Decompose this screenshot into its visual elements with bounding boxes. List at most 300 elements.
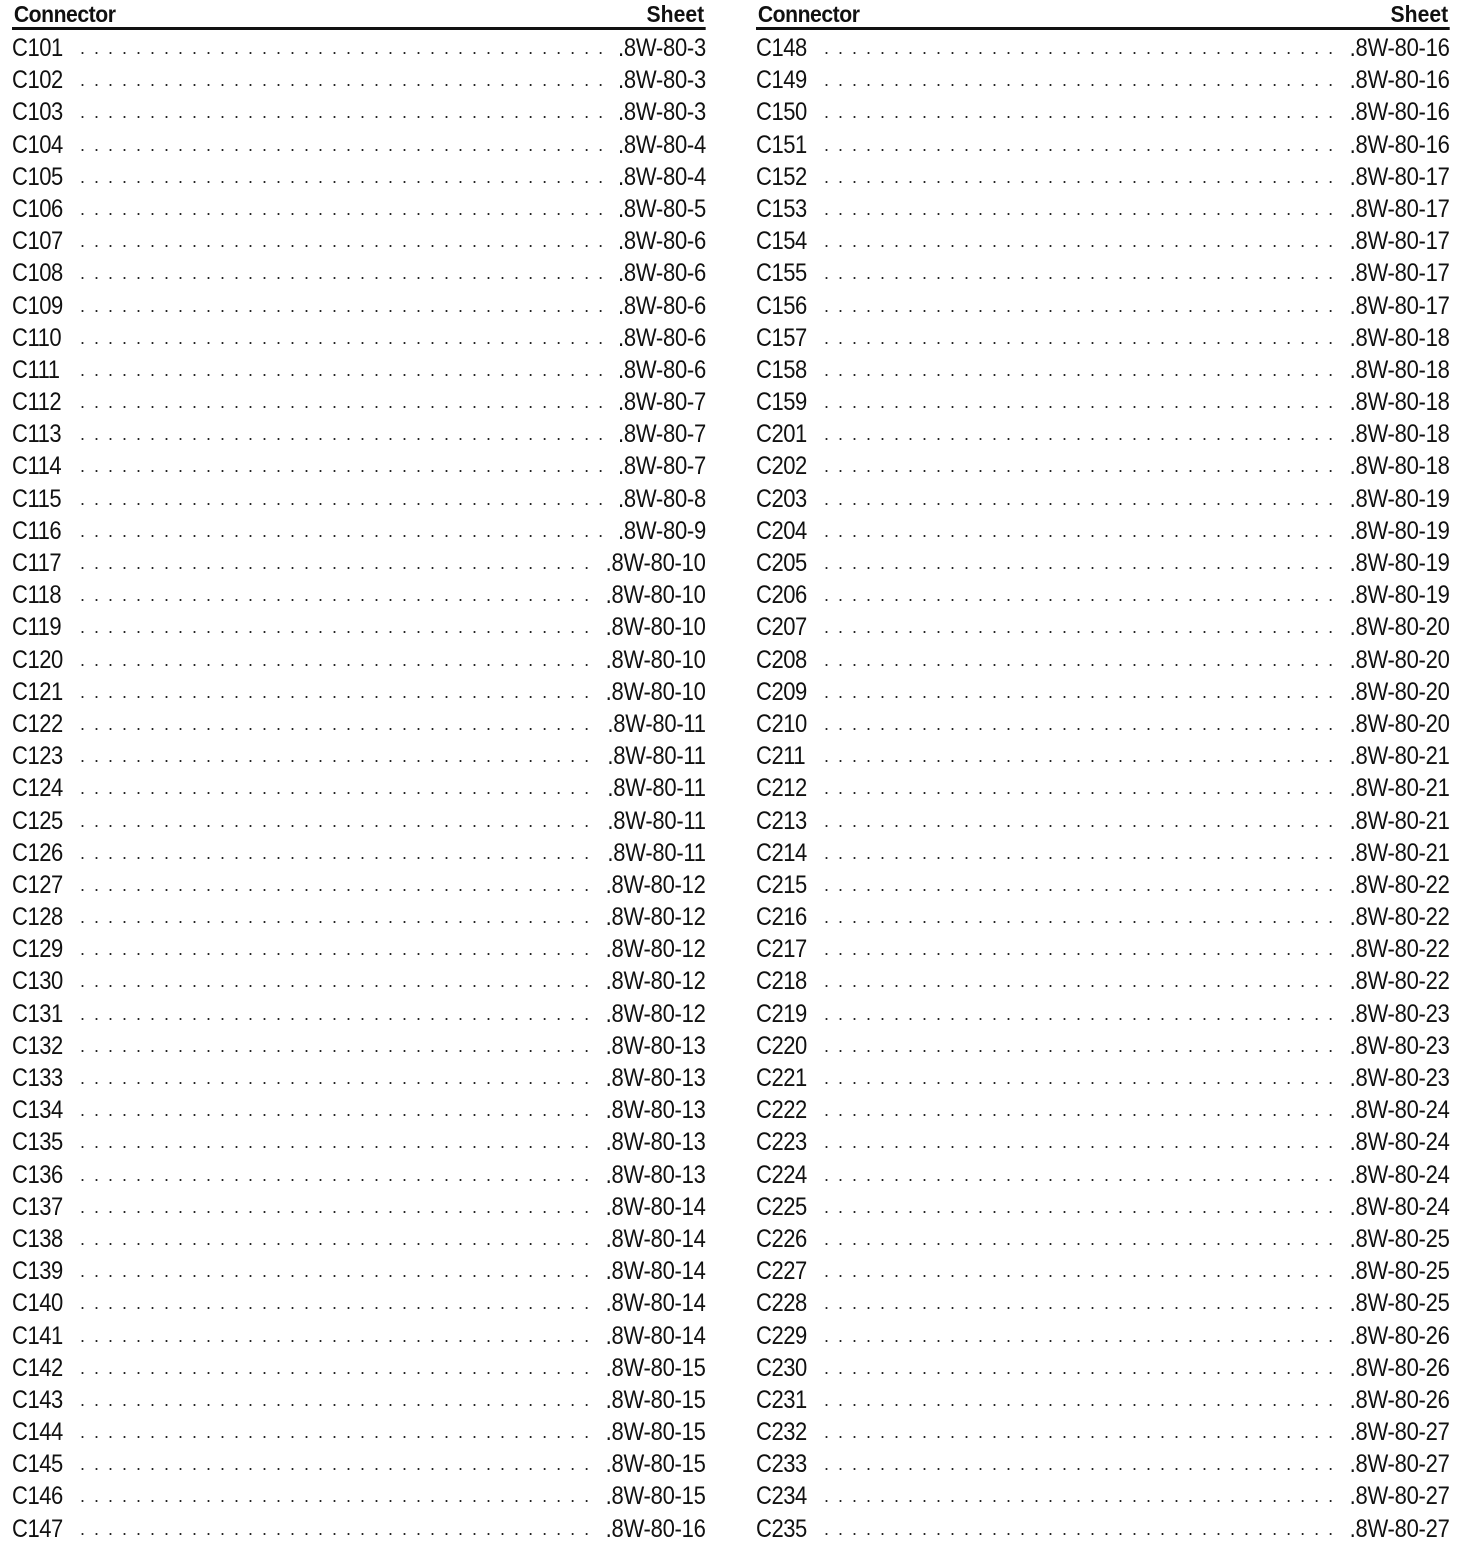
dot-leader	[80, 965, 590, 997]
dot-leader	[824, 1448, 1334, 1480]
dot-leader	[80, 901, 590, 933]
connector-row	[12, 1320, 706, 1352]
connector-id: C205	[756, 549, 807, 577]
connector-id: C130	[12, 967, 63, 996]
connector-id: C108	[12, 259, 63, 288]
dot-leader	[824, 1126, 1334, 1158]
sheet-reference: .8W-80-19	[1350, 549, 1450, 577]
connector-row	[12, 257, 706, 289]
sheet-reference: .8W-80-18	[1350, 420, 1450, 449]
dot-leader	[80, 1416, 590, 1448]
dot-leader	[824, 418, 1334, 450]
connector-id: C211	[756, 742, 806, 771]
connector-row	[12, 386, 706, 418]
dot-leader	[80, 1480, 590, 1512]
sheet-reference: .8W-80-6	[618, 227, 706, 256]
connector-id: C147	[12, 1514, 63, 1543]
dot-leader	[824, 708, 1334, 740]
connector-row	[12, 998, 706, 1030]
sheet-reference: .8W-80-18	[1350, 388, 1450, 417]
dot-leader	[824, 998, 1334, 1030]
sheet-reference: .8W-80-13	[606, 1160, 706, 1189]
connector-row	[756, 837, 1450, 869]
connector-row	[756, 1223, 1450, 1255]
dot-leader	[824, 1159, 1334, 1191]
connector-row	[12, 1416, 706, 1448]
sheet-reference: .8W-80-13	[606, 1064, 706, 1092]
dot-leader	[824, 547, 1334, 579]
connector-id: C154	[756, 227, 807, 256]
connector-id: C122	[12, 709, 63, 738]
connector-row	[12, 225, 706, 257]
connector-row	[12, 515, 706, 547]
dot-leader	[80, 676, 590, 708]
connector-id: C114	[12, 452, 62, 481]
connector-id: C146	[12, 1482, 63, 1511]
dot-leader	[80, 1126, 590, 1158]
connector-id: C142	[12, 1353, 63, 1382]
connector-id: C221	[756, 1064, 807, 1092]
dot-leader	[824, 64, 1334, 96]
dot-leader	[80, 129, 604, 161]
sheet-reference: .8W-80-15	[606, 1418, 706, 1447]
connector-row	[756, 225, 1450, 257]
connector-row	[12, 611, 706, 643]
dot-leader	[824, 1030, 1334, 1062]
connector-id: C125	[12, 806, 63, 835]
connector-id: C208	[756, 645, 807, 674]
dot-leader	[80, 354, 604, 386]
connector-row	[756, 1255, 1450, 1287]
connector-id: C235	[756, 1514, 807, 1543]
sheet-reference: .8W-80-16	[1350, 130, 1450, 159]
connector-id: C113	[12, 420, 62, 449]
connector-id: C138	[12, 1224, 63, 1253]
sheet-reference: .8W-80-19	[1350, 581, 1450, 610]
connector-row	[756, 1513, 1450, 1545]
sheet-reference: .8W-80-17	[1350, 291, 1450, 320]
connector-row	[756, 901, 1450, 933]
connector-id: C220	[756, 1031, 807, 1060]
connector-row	[12, 837, 706, 869]
dot-leader	[80, 837, 592, 869]
connector-id: C233	[756, 1450, 807, 1479]
connector-list	[12, 32, 706, 1545]
connector-row	[756, 354, 1450, 386]
connector-id: C149	[756, 66, 807, 95]
connector-id: C101	[12, 34, 63, 62]
connector-id: C102	[12, 66, 63, 95]
connector-row	[756, 1191, 1450, 1223]
dot-leader	[824, 515, 1334, 547]
dot-leader	[824, 1191, 1334, 1223]
connector-row	[12, 1126, 706, 1158]
connector-id: C116	[12, 516, 62, 545]
dot-leader	[824, 676, 1334, 708]
connector-id: C216	[756, 903, 807, 932]
connector-row	[12, 1384, 706, 1416]
sheet-reference: .8W-80-8	[618, 484, 706, 513]
sheet-reference: .8W-80-26	[1350, 1321, 1450, 1350]
connector-row	[756, 1448, 1450, 1480]
connector-id: C109	[12, 291, 63, 320]
dot-leader	[80, 998, 590, 1030]
connector-id: C202	[756, 452, 807, 481]
connector-row	[756, 1030, 1450, 1062]
dot-leader	[824, 257, 1334, 289]
sheet-reference: .8W-80-6	[618, 355, 706, 384]
connector-row	[12, 805, 706, 837]
dot-leader	[80, 96, 604, 128]
connector-id: C213	[756, 806, 807, 835]
connector-row	[756, 257, 1450, 289]
connector-row	[756, 161, 1450, 193]
sheet-reference: .8W-80-9	[618, 516, 706, 545]
dot-leader	[80, 740, 592, 772]
connector-id: C112	[12, 388, 62, 417]
sheet-reference: .8W-80-20	[1350, 645, 1450, 674]
dot-leader	[824, 32, 1334, 64]
dot-leader	[80, 386, 604, 418]
connector-row	[12, 1159, 706, 1191]
sheet-reference: .8W-80-23	[1350, 1031, 1450, 1060]
sheet-reference: .8W-80-10	[606, 581, 706, 610]
dot-leader	[824, 1480, 1334, 1512]
column-header	[756, 1, 1450, 30]
connector-row	[756, 805, 1450, 837]
connector-row	[756, 676, 1450, 708]
connector-id: C110	[12, 323, 62, 352]
connector-id: C121	[12, 677, 63, 706]
sheet-reference: .8W-80-13	[606, 1031, 706, 1060]
sheet-reference: .8W-80-21	[1350, 838, 1450, 867]
connector-row	[12, 1352, 706, 1384]
connector-row	[756, 1320, 1450, 1352]
dot-leader	[80, 225, 604, 257]
connector-row	[12, 418, 706, 450]
connector-id: C231	[756, 1385, 807, 1414]
connector-row	[756, 1480, 1450, 1512]
dot-leader	[824, 1416, 1334, 1448]
sheet-reference: .8W-80-12	[606, 870, 706, 899]
dot-leader	[824, 579, 1334, 611]
dot-leader	[824, 1255, 1334, 1287]
sheet-reference: .8W-80-10	[606, 549, 706, 577]
dot-leader	[824, 1320, 1334, 1352]
sheet-reference: .8W-80-11	[607, 838, 706, 867]
connector-row	[12, 1255, 706, 1287]
connector-id: C226	[756, 1224, 807, 1253]
connector-id: C131	[12, 999, 63, 1028]
connector-row	[12, 1513, 706, 1545]
sheet-reference: .8W-80-18	[1350, 323, 1450, 352]
connector-id: C137	[12, 1192, 63, 1221]
dot-leader	[80, 418, 604, 450]
sheet-reference: .8W-80-6	[618, 291, 706, 320]
connector-row	[756, 1416, 1450, 1448]
connector-id: C144	[12, 1418, 63, 1447]
dot-leader	[80, 1030, 590, 1062]
connector-row	[756, 1126, 1450, 1158]
connector-row	[756, 869, 1450, 901]
connector-row	[756, 740, 1450, 772]
connector-row	[12, 450, 706, 482]
dot-leader	[80, 1223, 590, 1255]
connector-row	[12, 644, 706, 676]
sheet-reference: .8W-80-19	[1350, 516, 1450, 545]
sheet-reference: .8W-80-14	[606, 1289, 706, 1318]
dot-leader	[824, 450, 1334, 482]
dot-leader	[80, 1191, 590, 1223]
connector-id: C223	[756, 1128, 807, 1157]
sheet-reference: .8W-80-24	[1350, 1192, 1450, 1221]
connector-id: C111	[12, 355, 60, 384]
connector-row	[756, 32, 1450, 64]
sheet-reference: .8W-80-10	[606, 677, 706, 706]
dot-leader	[80, 32, 604, 64]
connector-id: C203	[756, 484, 807, 513]
connector-id: C126	[12, 838, 63, 867]
connector-index-left-column	[12, 1, 706, 1545]
connector-id: C206	[756, 581, 807, 610]
sheet-reference: .8W-80-25	[1350, 1257, 1450, 1286]
connector-row	[756, 64, 1450, 96]
connector-row	[756, 129, 1450, 161]
connector-row	[12, 676, 706, 708]
connector-id: C157	[756, 323, 807, 352]
dot-leader	[80, 869, 590, 901]
connector-row	[12, 161, 706, 193]
dot-leader	[824, 611, 1334, 643]
dot-leader	[80, 933, 590, 965]
connector-row	[756, 965, 1450, 997]
sheet-reference: .8W-80-13	[606, 1096, 706, 1125]
dot-leader	[824, 96, 1334, 128]
connector-id: C141	[12, 1321, 63, 1350]
connector-row	[12, 901, 706, 933]
connector-id: C158	[756, 355, 807, 384]
dot-leader	[80, 483, 604, 515]
dot-leader	[80, 805, 592, 837]
connector-row	[12, 129, 706, 161]
sheet-reference: .8W-80-17	[1350, 259, 1450, 288]
connector-id: C222	[756, 1096, 807, 1125]
connector-id: C143	[12, 1385, 63, 1414]
connector-id: C148	[756, 34, 807, 62]
sheet-reference: .8W-80-18	[1350, 452, 1450, 481]
sheet-reference: .8W-80-15	[606, 1353, 706, 1382]
dot-leader	[80, 611, 590, 643]
connector-id: C132	[12, 1031, 63, 1060]
dot-leader	[824, 1513, 1334, 1545]
sheet-reference: .8W-80-14	[606, 1224, 706, 1253]
sheet-reference: .8W-80-11	[607, 742, 706, 771]
sheet-reference: .8W-80-17	[1350, 162, 1450, 191]
dot-leader	[80, 1255, 590, 1287]
connector-id: C118	[12, 581, 62, 610]
sheet-reference: .8W-80-20	[1350, 677, 1450, 706]
connector-row	[756, 579, 1450, 611]
connector-id: C207	[756, 613, 807, 642]
sheet-reference: .8W-80-12	[606, 967, 706, 996]
connector-id: C115	[12, 484, 62, 513]
sheet-reference: .8W-80-22	[1350, 935, 1450, 964]
connector-row	[756, 96, 1450, 128]
connector-id: C153	[756, 194, 807, 223]
connector-id: C229	[756, 1321, 807, 1350]
connector-row	[12, 1191, 706, 1223]
sheet-reference: .8W-80-21	[1350, 806, 1450, 835]
dot-leader	[824, 161, 1334, 193]
dot-leader	[824, 225, 1334, 257]
sheet-reference: .8W-80-21	[1350, 774, 1450, 803]
connector-id: C127	[12, 870, 63, 899]
connector-id: C104	[12, 130, 63, 159]
connector-row	[12, 354, 706, 386]
sheet-reference: .8W-80-26	[1350, 1353, 1450, 1382]
connector-row	[756, 515, 1450, 547]
connector-row	[12, 579, 706, 611]
connector-id: C150	[756, 98, 807, 127]
dot-leader	[80, 290, 604, 322]
connector-id: C228	[756, 1289, 807, 1318]
sheet-reference: .8W-80-16	[1350, 98, 1450, 127]
connector-row	[756, 998, 1450, 1030]
sheet-reference: .8W-80-7	[618, 420, 706, 449]
connector-id: C204	[756, 516, 807, 545]
sheet-reference: .8W-80-4	[618, 162, 706, 191]
connector-row	[12, 1030, 706, 1062]
connector-id: C135	[12, 1128, 63, 1157]
connector-row	[756, 290, 1450, 322]
connector-row	[12, 1480, 706, 1512]
dot-leader	[80, 1448, 590, 1480]
dot-leader	[80, 1287, 590, 1319]
sheet-reference: .8W-80-24	[1350, 1128, 1450, 1157]
sheet-reference: .8W-80-11	[607, 774, 706, 803]
connector-id: C152	[756, 162, 807, 191]
dot-leader	[80, 1384, 590, 1416]
connector-row	[12, 193, 706, 225]
dot-leader	[80, 257, 604, 289]
dot-leader	[80, 708, 592, 740]
dot-leader	[80, 1352, 590, 1384]
connector-row	[12, 1448, 706, 1480]
sheet-reference: .8W-80-11	[607, 709, 706, 738]
connector-row	[12, 740, 706, 772]
connector-id: C120	[12, 645, 63, 674]
connector-id: C128	[12, 903, 63, 932]
dot-leader	[824, 483, 1334, 515]
dot-leader	[824, 933, 1334, 965]
connector-id: C210	[756, 709, 807, 738]
connector-id: C133	[12, 1064, 63, 1092]
connector-id: C136	[12, 1160, 63, 1189]
connector-id: C139	[12, 1257, 63, 1286]
connector-row	[12, 64, 706, 96]
sheet-reference: .8W-80-3	[618, 66, 706, 95]
dot-leader	[824, 965, 1334, 997]
connector-row	[756, 322, 1450, 354]
dot-leader	[824, 1352, 1334, 1384]
connector-id: C215	[756, 870, 807, 899]
sheet-reference: .8W-80-19	[1350, 484, 1450, 513]
connector-row	[12, 32, 706, 64]
connector-id: C156	[756, 291, 807, 320]
connector-id: C214	[756, 838, 807, 867]
dot-leader	[824, 740, 1334, 772]
sheet-reference: .8W-80-6	[618, 323, 706, 352]
sheet-reference: .8W-80-14	[606, 1192, 706, 1221]
dot-leader	[824, 901, 1334, 933]
connector-row	[756, 708, 1450, 740]
connector-id: C227	[756, 1257, 807, 1286]
sheet-reference: .8W-80-7	[618, 452, 706, 481]
connector-index-right-column	[756, 1, 1450, 1545]
sheet-reference: .8W-80-20	[1350, 613, 1450, 642]
sheet-reference: .8W-80-17	[1350, 194, 1450, 223]
dot-leader	[80, 1513, 590, 1545]
dot-leader	[80, 579, 590, 611]
dot-leader	[80, 161, 604, 193]
connector-row	[12, 96, 706, 128]
sheet-reference: .8W-80-20	[1350, 709, 1450, 738]
connector-id: C103	[12, 98, 63, 127]
connector-id: C117	[12, 549, 62, 577]
connector-row	[756, 1159, 1450, 1191]
connector-row	[756, 1094, 1450, 1126]
sheet-reference: .8W-80-12	[606, 903, 706, 932]
dot-leader	[80, 450, 604, 482]
dot-leader	[824, 1062, 1334, 1094]
sheet-reference: .8W-80-22	[1350, 903, 1450, 932]
connector-row	[12, 1287, 706, 1319]
sheet-reference: .8W-80-11	[607, 806, 706, 835]
dot-leader	[824, 386, 1334, 418]
dot-leader	[824, 805, 1334, 837]
connector-row	[756, 483, 1450, 515]
connector-row	[12, 869, 706, 901]
connector-id: C119	[12, 613, 62, 642]
connector-id: C232	[756, 1418, 807, 1447]
connector-row	[756, 1384, 1450, 1416]
connector-id: C105	[12, 162, 63, 191]
connector-id: C230	[756, 1353, 807, 1382]
connector-id: C217	[756, 935, 807, 964]
dot-leader	[80, 515, 604, 547]
dot-leader	[824, 644, 1334, 676]
sheet-reference: .8W-80-26	[1350, 1385, 1450, 1414]
connector-row	[12, 1223, 706, 1255]
sheet-reference: .8W-80-6	[618, 259, 706, 288]
sheet-reference: .8W-80-10	[606, 613, 706, 642]
dot-leader	[824, 354, 1334, 386]
sheet-reference: .8W-80-7	[618, 388, 706, 417]
connector-list	[756, 32, 1450, 1545]
connector-id: C209	[756, 677, 807, 706]
dot-leader	[824, 1384, 1334, 1416]
sheet-reference: .8W-80-12	[606, 999, 706, 1028]
connector-row	[756, 933, 1450, 965]
sheet-reference: .8W-80-21	[1350, 742, 1450, 771]
connector-row	[756, 1287, 1450, 1319]
connector-row	[756, 418, 1450, 450]
connector-id: C151	[756, 130, 807, 159]
connector-row	[12, 965, 706, 997]
dot-leader	[80, 1320, 590, 1352]
dot-leader	[824, 869, 1334, 901]
sheet-reference: .8W-80-13	[606, 1128, 706, 1157]
